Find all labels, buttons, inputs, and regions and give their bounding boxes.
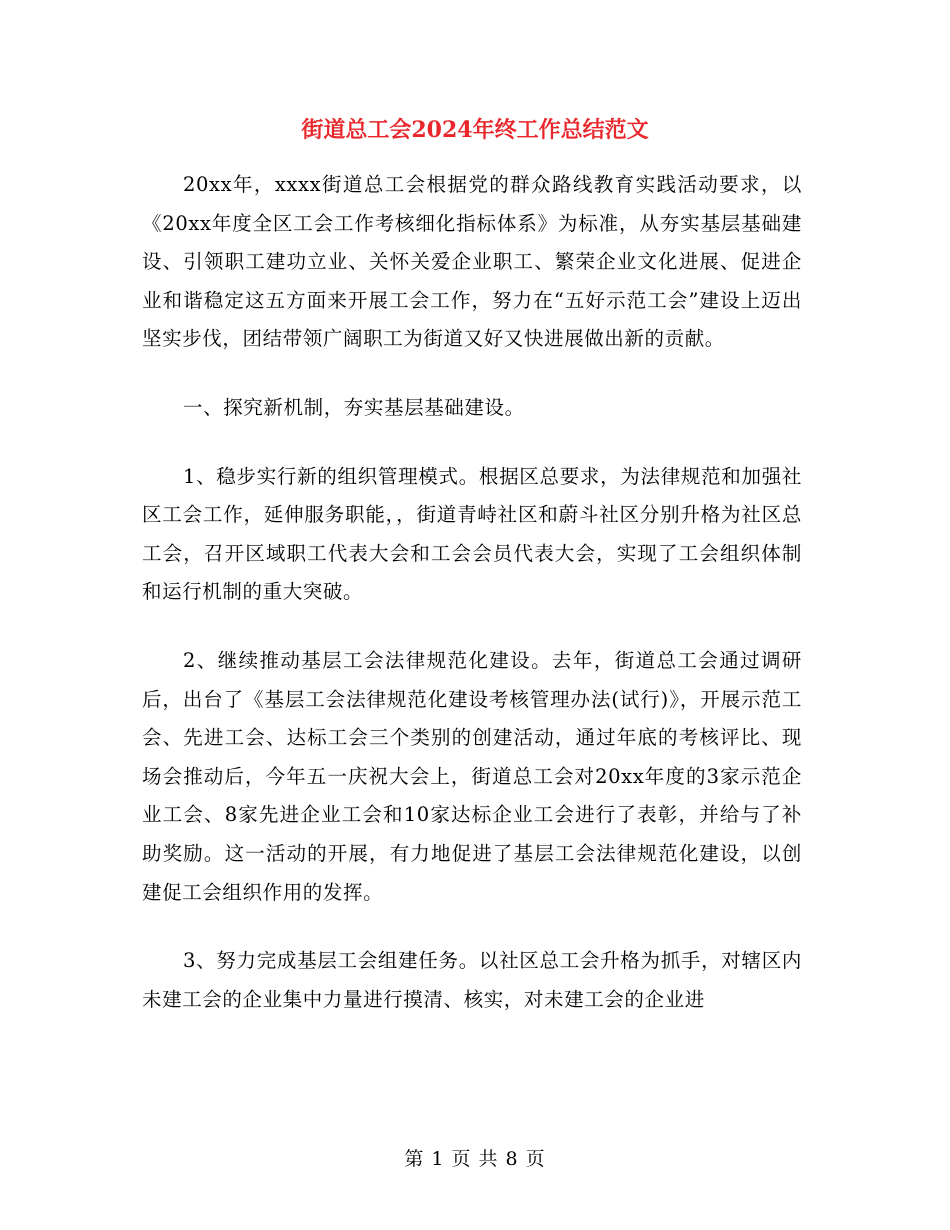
section-heading: 一、探究新机制，夯实基层基础建设。 [183,395,525,419]
page-number-footer: 第 1 页 共 8 页 [404,1148,546,1170]
paragraph-item-3: 3、努力完成基层工会组建任务。以社区总工会升格为抓手，对辖区内未建工会的企业集中力量进行摸清、核实，对未建工会的企业进 [142,949,802,1011]
paragraph-intro: 20xx年，xxxx街道总工会根据党的群众路线教育实践活动要求，以《20xx年度全区工会工作考核细化指标体系》为标准，从夯实基层基础建设、引领职工建功立业、关怀关爱企业职工、繁荣企业文化进展、促进企业和谐稳定这五方面来开展工会工作，努力在“五好示范工会”建设上迈出坚实步伐，团结带领广阔职工为街道又好又快进展做出新的贡献。 [142,173,802,351]
document-title: 街道总工会2024年终工作总结范文 [301,117,649,143]
paragraph-item-1: 1、稳步实行新的组织管理模式。根据区总要求，为法律规范和加强社区工会工作，延伸服务职能，，街道青峙社区和蔚斗社区分别升格为社区总工会，召开区域职工代表大会和工会会员代表大会，实现了工会组织体制和运行机制的重大突破。 [142,464,802,604]
document-body [142,166,802,1049]
paragraph-item-2: 2、继续推动基层工会法律规范化建设。去年，街道总工会通过调研后，出台了《基层工会法律规范化建设考核管理办法(试行)》，开展示范工会、先进工会、达标工会三个类别的创建活动，通过年底的考核评比、现场会推动后，今年五一庆祝大会上，街道总工会对20xx年度的3家示范企业工会、8家先进企业工会和10家达标企业工会进行了表彰，并给与了补助奖励。这一活动的开展，有力地促进了基层工会法律规范化建设，以创建促工会组织作用的发挥。 [142,648,802,904]
